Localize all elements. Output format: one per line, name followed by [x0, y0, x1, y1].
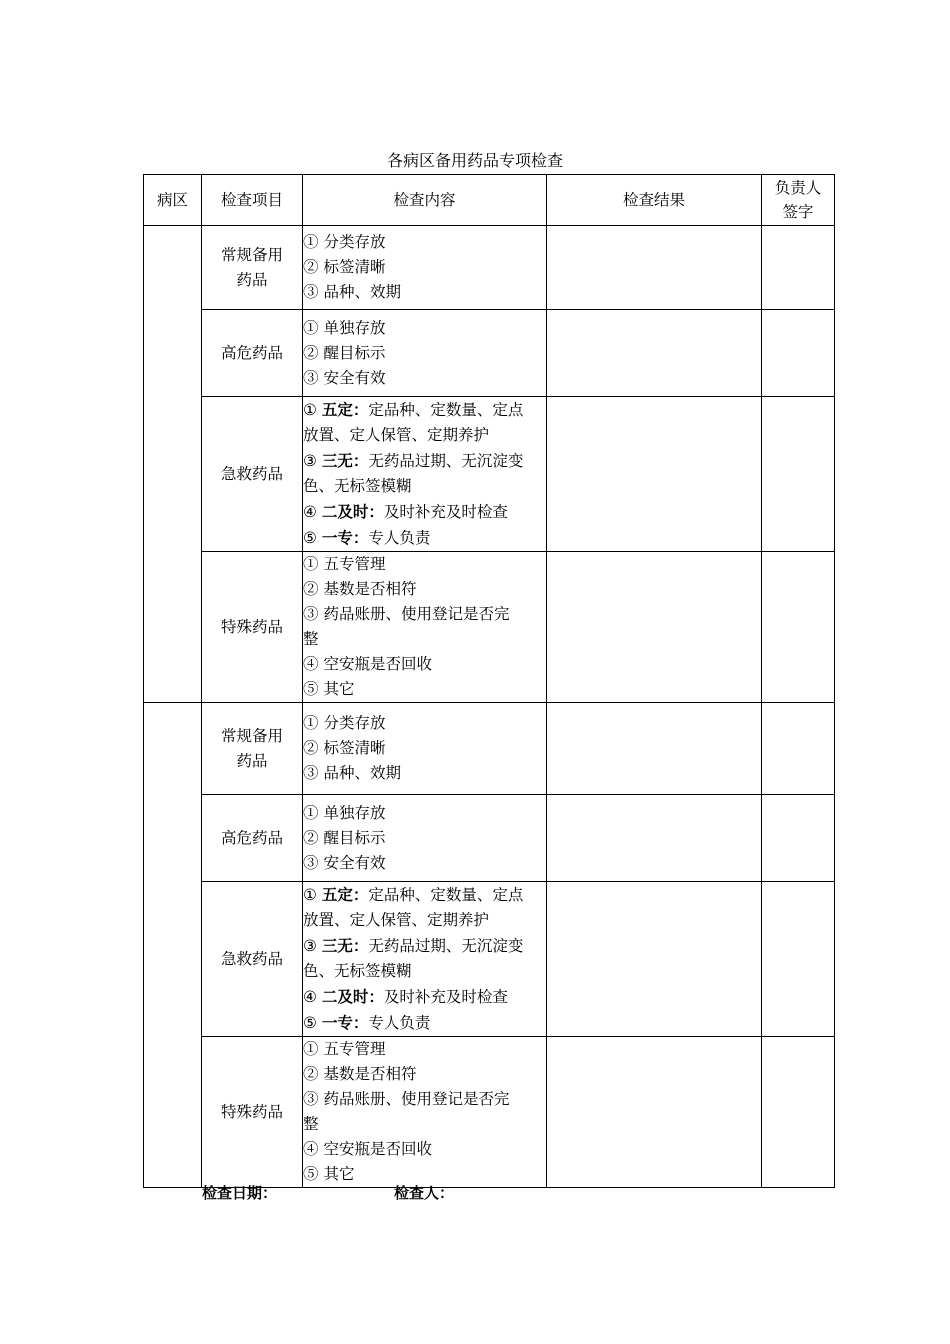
page-title: 各病区备用药品专项检查	[386, 151, 563, 170]
item-label: 药品	[236, 751, 268, 770]
keyword: 三无：	[321, 451, 369, 470]
item-label: 常规备用	[220, 245, 283, 264]
item-label: 急救药品	[220, 464, 283, 483]
signature-cell[interactable]	[762, 226, 835, 310]
result-cell[interactable]	[547, 795, 762, 882]
content-text: 整	[303, 1115, 319, 1133]
header-item: 检查项目	[202, 175, 303, 226]
list-marker: ①	[303, 1040, 324, 1058]
result-cell[interactable]	[547, 226, 762, 310]
content-line	[303, 602, 546, 627]
result-cell[interactable]	[547, 1037, 762, 1188]
keyword: 二及时：	[321, 502, 384, 521]
item-cell	[202, 882, 303, 1037]
item-label: 特殊药品	[220, 1102, 283, 1121]
content-line	[303, 423, 546, 448]
list-marker: ④	[303, 503, 322, 521]
item-cell	[202, 1037, 303, 1188]
content-line	[303, 1112, 546, 1137]
inspector-label: 检查人：	[394, 1184, 455, 1202]
list-marker: ①	[303, 233, 324, 251]
content-text: 标签清晰	[323, 739, 386, 757]
content-text: 色、无标签模糊	[303, 962, 412, 980]
list-marker: ②	[303, 580, 324, 598]
content-cell	[303, 552, 547, 703]
result-cell[interactable]	[547, 310, 762, 397]
keyword: 一专：	[321, 528, 369, 547]
content-cell	[303, 226, 547, 310]
content-text: 单独存放	[323, 318, 386, 337]
content-line	[303, 627, 546, 652]
list-marker: ⑤	[303, 680, 324, 698]
content-line	[303, 230, 546, 255]
content-cell	[303, 882, 547, 1037]
item-label: 高危药品	[220, 828, 283, 847]
table-row	[144, 882, 835, 1037]
content-text: 标签清晰	[323, 258, 386, 276]
table-row	[144, 1037, 835, 1188]
content-line	[303, 882, 546, 908]
content-cell	[303, 703, 547, 795]
content-line	[303, 448, 546, 474]
content-text: 定品种、定数量、定点	[368, 401, 524, 419]
content-line	[303, 1010, 546, 1036]
content-line	[303, 652, 546, 677]
content-cell	[303, 1037, 547, 1188]
item-label: 高危药品	[220, 343, 283, 362]
content-text: 放置、定人保管、定期养护	[303, 911, 490, 929]
content-line	[303, 474, 546, 499]
signature-cell[interactable]	[762, 397, 835, 552]
item-cell	[202, 226, 303, 310]
footer	[0, 1180, 950, 1204]
content-text: 专人负责	[368, 529, 431, 547]
content-text: 五专管理	[323, 555, 386, 573]
content-cell	[303, 795, 547, 882]
item-label: 常规备用	[220, 726, 283, 745]
header-ward: 病区	[144, 175, 202, 226]
content-line	[303, 761, 546, 786]
content-line	[303, 736, 546, 761]
list-marker: ③	[303, 452, 322, 470]
content-text: 其它	[323, 680, 355, 698]
list-marker: ④	[303, 988, 322, 1006]
list-marker: ④	[303, 655, 324, 673]
content-text: 药品账册、使用登记是否完	[323, 1090, 510, 1108]
content-text: 整	[303, 630, 319, 648]
content-cell	[303, 397, 547, 552]
content-line	[303, 1087, 546, 1112]
content-text: 色、无标签模糊	[303, 477, 412, 495]
content-text: 品种、效期	[323, 764, 401, 782]
list-marker: ①	[303, 318, 324, 337]
list-marker: ③	[303, 853, 324, 872]
item-label: 特殊药品	[220, 617, 283, 636]
list-marker: ①	[303, 714, 324, 732]
item-label: 急救药品	[220, 949, 283, 968]
ward-cell[interactable]	[144, 226, 202, 703]
content-text: 及时补充及时检查	[383, 988, 508, 1006]
content-cell	[303, 310, 547, 397]
list-marker: ⑤	[303, 529, 322, 547]
content-line	[303, 908, 546, 933]
list-marker: ②	[303, 739, 324, 757]
table-row	[144, 795, 835, 882]
content-text: 醒目标示	[323, 343, 386, 362]
content-line	[303, 552, 546, 577]
list-marker: ①	[303, 803, 324, 822]
content-text: 醒目标示	[323, 828, 386, 847]
header-signer-line: 签字	[782, 203, 814, 221]
result-cell[interactable]	[547, 552, 762, 703]
content-line	[303, 525, 546, 551]
content-line	[303, 316, 546, 341]
content-text: 安全有效	[323, 853, 386, 872]
content-text: 无药品过期、无沉淀变	[368, 452, 524, 470]
keyword: 二及时：	[321, 987, 384, 1006]
table-row	[144, 703, 835, 795]
content-line	[303, 1137, 546, 1162]
table-row	[144, 552, 835, 703]
item-label: 药品	[236, 270, 268, 289]
list-marker: ①	[303, 886, 322, 904]
table-body	[144, 226, 835, 1188]
header-row	[144, 175, 835, 226]
content-text: 基数是否相符	[323, 580, 417, 598]
content-line	[303, 826, 546, 851]
signature-cell[interactable]	[762, 310, 835, 397]
content-line	[303, 1037, 546, 1062]
item-cell	[202, 703, 303, 795]
content-text: 空安瓶是否回收	[323, 655, 432, 673]
content-text: 及时补充及时检查	[383, 503, 508, 521]
keyword: 五定：	[321, 885, 369, 904]
list-marker: ③	[303, 283, 324, 301]
content-text: 定品种、定数量、定点	[368, 886, 524, 904]
content-line	[303, 933, 546, 959]
list-marker: ③	[303, 368, 324, 387]
header-content: 检查内容	[303, 175, 547, 226]
content-text: 五专管理	[323, 1040, 386, 1058]
item-cell	[202, 552, 303, 703]
table-row	[144, 397, 835, 552]
content-text: 分类存放	[323, 714, 386, 732]
item-cell	[202, 310, 303, 397]
signature-cell[interactable]	[762, 552, 835, 703]
list-marker: ②	[303, 828, 324, 847]
header-result: 检查结果	[547, 175, 762, 226]
signature-cell[interactable]	[762, 882, 835, 1037]
keyword: 五定：	[321, 400, 369, 419]
table-row	[144, 226, 835, 310]
signature-cell[interactable]	[762, 703, 835, 795]
content-text: 基数是否相符	[323, 1065, 417, 1083]
list-marker: ④	[303, 1140, 324, 1158]
content-text: 品种、效期	[323, 283, 401, 301]
keyword: 一专：	[321, 1013, 369, 1032]
result-cell[interactable]	[547, 397, 762, 552]
content-line	[303, 366, 546, 391]
list-marker: ③	[303, 1090, 324, 1108]
keyword: 三无：	[321, 936, 369, 955]
content-line	[303, 801, 546, 826]
header-signer-line: 负责人	[774, 179, 822, 197]
item-cell	[202, 795, 303, 882]
content-line	[303, 577, 546, 602]
list-marker: ①	[303, 401, 322, 419]
signature-cell[interactable]	[762, 795, 835, 882]
list-marker: ⑤	[303, 1165, 324, 1183]
content-line	[303, 677, 546, 702]
result-cell[interactable]	[547, 703, 762, 795]
list-marker: ②	[303, 1065, 324, 1083]
content-text: 药品账册、使用登记是否完	[323, 605, 510, 623]
content-text: 无药品过期、无沉淀变	[368, 937, 524, 955]
inspection-table	[143, 174, 835, 1188]
content-text: 专人负责	[368, 1014, 431, 1032]
list-marker: ⑤	[303, 1014, 322, 1032]
content-line	[303, 397, 546, 423]
content-text: 单独存放	[323, 803, 386, 822]
list-marker: ③	[303, 605, 324, 623]
content-line	[303, 959, 546, 984]
list-marker: ③	[303, 937, 322, 955]
result-cell[interactable]	[547, 882, 762, 1037]
content-text: 其它	[323, 1165, 355, 1183]
content-line	[303, 280, 546, 305]
content-line	[303, 255, 546, 280]
content-text: 安全有效	[323, 368, 386, 387]
content-line	[303, 851, 546, 876]
list-marker: ②	[303, 343, 324, 362]
content-text: 放置、定人保管、定期养护	[303, 426, 490, 444]
header-signer	[762, 175, 835, 226]
list-marker: ②	[303, 258, 324, 276]
content-line	[303, 1062, 546, 1087]
table-row	[144, 310, 835, 397]
content-line	[303, 984, 546, 1010]
content-line	[303, 499, 546, 525]
content-line	[303, 711, 546, 736]
list-marker: ③	[303, 764, 324, 782]
list-marker: ①	[303, 555, 324, 573]
inspection-date-label: 检查日期：	[202, 1184, 278, 1202]
content-line	[303, 341, 546, 366]
item-cell	[202, 397, 303, 552]
content-text: 空安瓶是否回收	[323, 1140, 432, 1158]
ward-cell[interactable]	[144, 703, 202, 1188]
content-text: 分类存放	[323, 233, 386, 251]
signature-cell[interactable]	[762, 1037, 835, 1188]
